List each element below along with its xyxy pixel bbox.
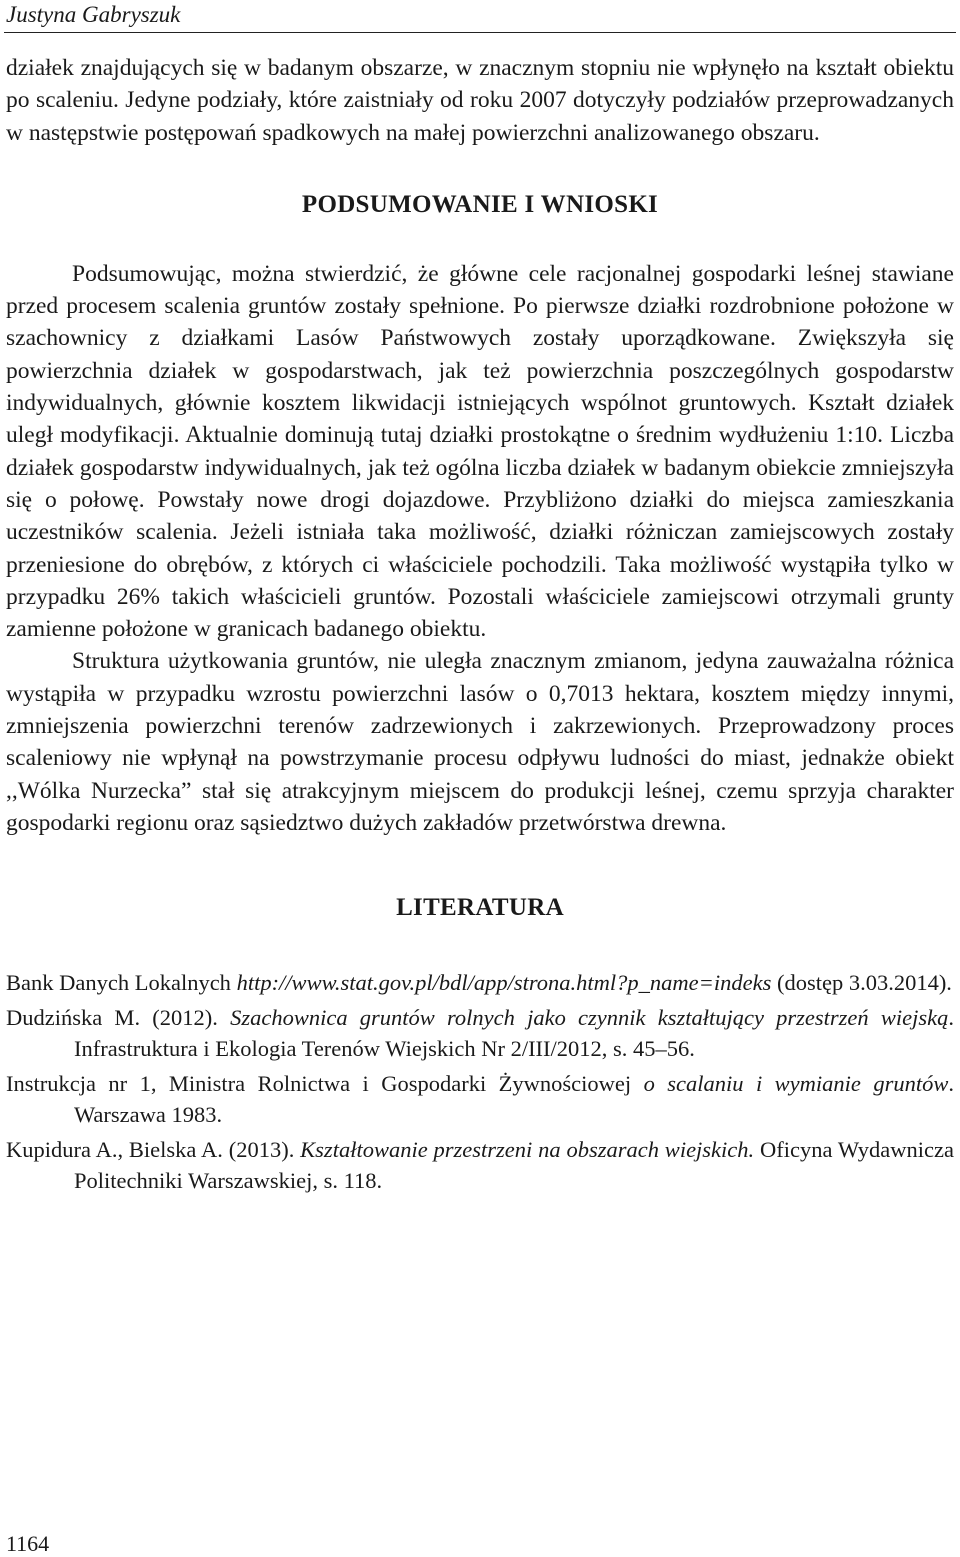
reference-item [6, 1068, 954, 1130]
section-heading-summary: PODSUMOWANIE I WNIOSKI [301, 190, 659, 218]
reference-text: Bank Danych Lokalnych [6, 970, 237, 996]
reference-text: Kupidura A., Bielska A. (2013). [6, 1137, 301, 1163]
reference-link[interactable]: http://www.stat.gov.pl/bdl/app/strona.html?p_name=indeks [236, 970, 772, 996]
main-content [6, 52, 954, 1200]
reference-text: (dostęp 3.03.2014). [771, 970, 952, 996]
reference-text: . Warszawa 1983. [74, 1071, 954, 1128]
section-heading-literature: LITERATURA [396, 894, 564, 922]
running-head-author: Justyna Gabryszuk [6, 2, 181, 27]
reference-item [6, 1002, 954, 1064]
reference-title: o scalaniu i wymianie gruntów [643, 1071, 949, 1097]
summary-paragraph-1: Podsumowując, można stwierdzić, że główne cele racjonalnej gospodarki leśnej stawiane przed procesem scalenia gruntów zostały spełnione. Po pierwsze działki rozdrobnione położone w szachownicy z działkami Lasów Państwowych zostały uporządkowane. Zwiększyła się powierzchnia działek w gospodarstwach, jak też powierzchnia poszczególnych gospodarstw indywidualnych, głównie kosztem likwidacji istniejących wspólnot gruntowych. Kształt działek uległ modyfikacji. Aktualnie dominują tutaj działki prostokątne o średnim wydłużeniu 1:10. Liczba działek gospodarstw indywidualnych, jak też ogólna liczba działek w badanym obiekcie zmniejszyła się o połowę. Powstały nowe drogi dojazdowe. Przybliżono działki do miejsca zamieszkania uczestników scalenia. Jeżeli istniała taka możliwość, działki różniczan zamiejscowych zostały przeniesione do obrębów, z których ci właściciele pochodzili. Taka możliwość wystąpiła tylko w przypadku 26% takich właścicieli gruntów. Pozostali właściciele zamiejscowi otrzymali grunty zamienne położone w granicach badanego obiektu. [6, 260, 954, 643]
reference-title: Kształtowanie przestrzeni na obszarach wiejskich. [300, 1137, 755, 1163]
page-number: 1164 [6, 1531, 50, 1556]
reference-title: Szachownica gruntów rolnych jako czynnik kształtujący przestrzeń wiejską [230, 1005, 949, 1031]
intro-paragraph: działek znajdujących się w badanym obszarze, w znacznym stopniu nie wpłynęło na kształt obiektu po scaleniu. Jedyne podziały, które zaistniały od roku 2007 dotyczyły podziałów przeprowadzanych w następstwie postępowań spadkowych na małej powierzchni analizowanego obszaru. [6, 55, 954, 146]
header-divider [4, 32, 956, 33]
reference-list [6, 967, 954, 1196]
reference-text: Instrukcja nr 1, Ministra Rolnictwa i Gospodarki Żywnościowej [6, 1071, 644, 1097]
reference-text: Oficyna Wydawnicza Politechniki Warszawskiej, s. 118. [74, 1137, 954, 1194]
reference-item [6, 967, 954, 998]
summary-paragraph-2: Struktura użytkowania gruntów, nie uległa znacznym zmianom, jedyna zauważalna różnica wystąpiła w przypadku wzrostu powierzchni lasów o 0,7013 hektara, kosztem między innymi, zmniejszenia powierzchni terenów zadrzewionych i zakrzewionych. Przeprowadzony proces scaleniowy nie wpłynął na powstrzymanie procesu odpływu ludności do miast, jednakże obiekt ,,Wólka Nurzecka” stał się atrakcyjnym miejscem do produkcji leśnej, czemu sprzyja charakter gospodarki regionu oraz sąsiedztwo dużych zakładów przetwórstwa drewna. [6, 648, 954, 836]
reference-text: . Infrastruktura i Ekologia Terenów Wiejskich Nr 2/III/2012, s. 45–56. [74, 1005, 954, 1062]
reference-text: Dudzińska M. (2012). [6, 1005, 231, 1031]
reference-item [6, 1134, 954, 1196]
